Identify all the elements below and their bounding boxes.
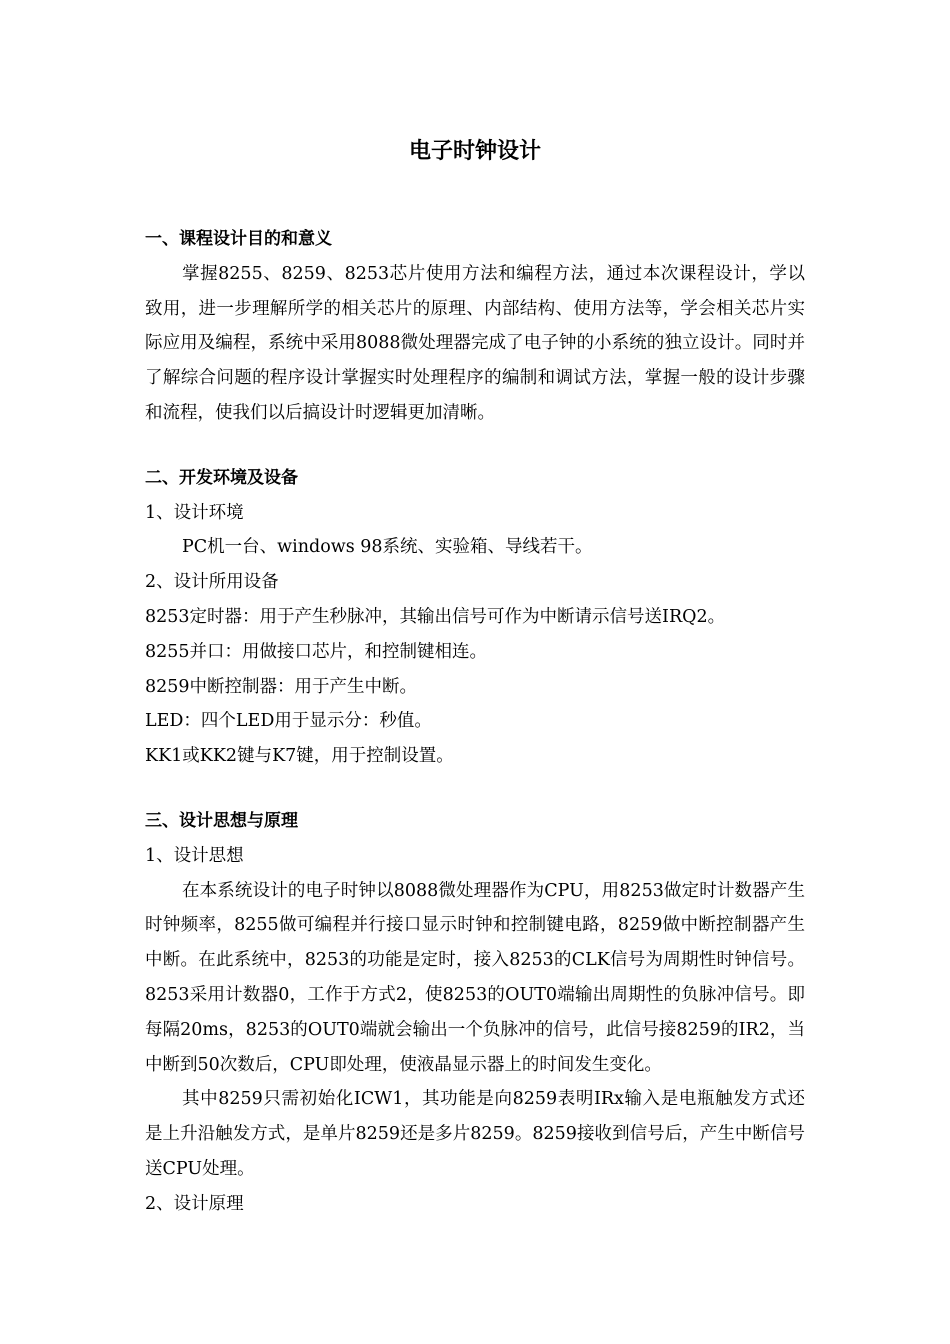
equipment-item-8253: 8253定时器：用于产生秒脉冲，其输出信号可作为中断请示信号送IRQ2。	[145, 606, 726, 627]
spacer	[145, 774, 805, 804]
purpose-paragraph: 掌握8255、8259、8253芯片使用方法和编程方法，通过本次课程设计，学以致用，进一步理解所学的相关芯片的原理、内部结构、使用方法等，学会相关芯片实际应用及编程，系统中采用8088微处理器完成了电子钟的小系统的独立设计。同时并了解综合问题的程序设计掌握实时处理程序的编制和调试方法，掌握一般的设计步骤和流程，使我们以后搞设计时逻辑更加清晰。	[145, 263, 805, 423]
equipment-item-8259: 8259中断控制器：用于产生中断。	[145, 676, 418, 697]
section-heading-principle: 三、设计思想与原理	[145, 810, 298, 831]
subheading-design-principle: 2、设计原理	[145, 1193, 244, 1214]
design-idea-paragraph-2: 其中8259只需初始化ICW1，其功能是向8259表明IRx输入是电瓶触发方式还是上升沿触发方式，是单片8259还是多片8259。8259接收到信号后，产生中断信号送CPU处理。	[145, 1089, 805, 1179]
subheading-design-idea: 1、设计思想	[145, 845, 244, 866]
design-idea-paragraph-1: 在本系统设计的电子时钟以8088微处理器作为CPU，用8253做定时计数器产生时钟频率，8255做可编程并行接口显示时钟和控制键电路，8259做中断控制器产生中断。在此系统中，8253的功能是定时，接入8253的CLK信号为周期性时钟信号。8253采用计数器0，工作于方式2，使8253的OUT0端输出周期性的负脉冲信号。即每隔20ms，8253的OUT0端就会输出一个负脉冲的信号，此信号接8259的IR2，当中断到50次数后，CPU即处理，使液晶显示器上的时间发生变化。	[145, 880, 805, 1075]
environment-text: PC机一台、windows 98系统、实验箱、导线若干。	[182, 537, 593, 558]
section-heading-purpose: 一、课程设计目的和意义	[145, 229, 332, 249]
equipment-item-8255: 8255并口：用做接口芯片，和控制键相连。	[145, 641, 488, 662]
spacer	[145, 431, 805, 461]
equipment-item-led: LED：四个LED用于显示分：秒值。	[145, 711, 432, 732]
equipment-item-keys: KK1或KK2键与K7键，用于控制设置。	[145, 746, 454, 767]
subheading-equipment: 2、设计所用设备	[145, 572, 279, 593]
subheading-design-environment: 1、设计环境	[145, 502, 244, 523]
section-heading-environment: 二、开发环境及设备	[145, 467, 298, 488]
page-title: 电子时钟设计	[408, 139, 541, 164]
document-body	[145, 222, 805, 1222]
